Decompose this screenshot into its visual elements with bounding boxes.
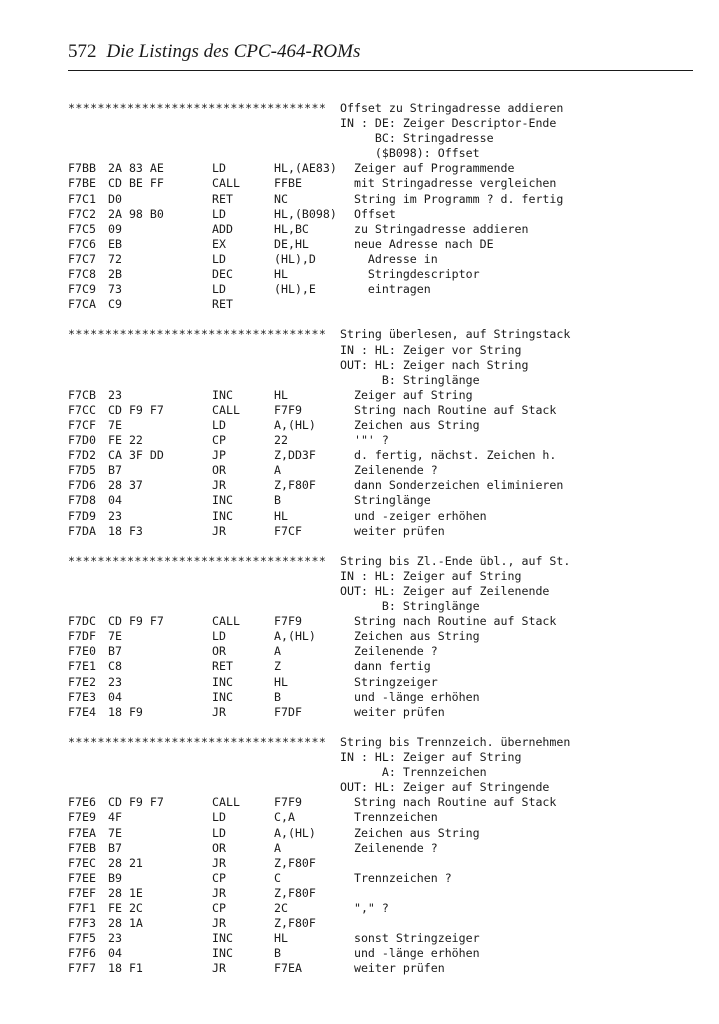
address: F7CB xyxy=(68,387,96,402)
opcode-bytes: 7E xyxy=(108,629,122,644)
line-comment: weiter prüfen xyxy=(340,961,445,976)
line-comment: Zeichen aus String xyxy=(340,825,480,840)
operand: HL,BC xyxy=(274,221,309,236)
header-rule xyxy=(68,70,693,71)
code-line xyxy=(68,433,708,448)
section-comment: OUT: HL: Zeiger nach String xyxy=(340,357,529,372)
address: F7E4 xyxy=(68,704,96,719)
mnemonic: ADD xyxy=(212,221,233,236)
mnemonic: LD xyxy=(212,251,226,266)
address: F7BB xyxy=(68,161,96,176)
mnemonic: INC xyxy=(212,931,233,946)
code-line xyxy=(68,675,708,690)
mnemonic: JR xyxy=(212,885,226,900)
opcode-bytes: 28 1E xyxy=(108,885,143,900)
address: F7EE xyxy=(68,870,96,885)
line-comment: Offset xyxy=(340,206,396,221)
line-comment: Zeiger auf Programmende xyxy=(340,161,515,176)
mnemonic: OR xyxy=(212,840,226,855)
section-comment: BC: Stringadresse xyxy=(340,131,494,146)
line-comment: Zeilenende ? xyxy=(340,463,438,478)
code-line xyxy=(68,901,708,916)
operand: C xyxy=(274,870,281,885)
line-comment: neue Adresse nach DE xyxy=(340,236,494,251)
mnemonic: CP xyxy=(212,870,226,885)
section-header-line xyxy=(68,131,708,146)
mnemonic: LD xyxy=(212,825,226,840)
code-line xyxy=(68,690,708,705)
operand: B xyxy=(274,689,281,704)
opcode-bytes: CD BE FF xyxy=(108,176,164,191)
address: F7E1 xyxy=(68,659,96,674)
section-comment: Offset zu Stringadresse addieren xyxy=(340,101,564,115)
operand: HL xyxy=(274,674,288,689)
opcode-bytes: 72 xyxy=(108,251,122,266)
code-line xyxy=(68,524,708,539)
mnemonic: RET xyxy=(212,297,233,312)
separator-stars: *********************************** xyxy=(68,101,327,115)
code-line xyxy=(68,659,708,674)
listing-section xyxy=(68,554,708,735)
code-line xyxy=(68,237,708,252)
opcode-bytes: EB xyxy=(108,236,122,251)
operand: Z,F80F xyxy=(274,478,316,493)
mnemonic: OR xyxy=(212,644,226,659)
code-line xyxy=(68,207,708,222)
mnemonic: RET xyxy=(212,191,233,206)
address: F7F6 xyxy=(68,946,96,961)
opcode-bytes: CD F9 F7 xyxy=(108,402,164,417)
opcode-bytes: C9 xyxy=(108,297,122,312)
line-comment: String nach Routine auf Stack xyxy=(340,614,557,629)
address: F7F7 xyxy=(68,961,96,976)
address: F7C6 xyxy=(68,236,96,251)
mnemonic: RET xyxy=(212,659,233,674)
code-line xyxy=(68,267,708,282)
mnemonic: JR xyxy=(212,704,226,719)
section-header-line xyxy=(68,735,708,750)
line-comment: String nach Routine auf Stack xyxy=(340,402,557,417)
address: F7F1 xyxy=(68,900,96,915)
code-line xyxy=(68,871,708,886)
operand: FFBE xyxy=(274,176,302,191)
code-line xyxy=(68,705,708,720)
opcode-bytes: 04 xyxy=(108,689,122,704)
operand: A,(HL) xyxy=(274,417,316,432)
line-comment: d. fertig, nächst. Zeichen h. xyxy=(340,448,557,463)
opcode-bytes: 2A 83 AE xyxy=(108,161,164,176)
section-header-line xyxy=(68,358,708,373)
opcode-bytes: 23 xyxy=(108,674,122,689)
code-line xyxy=(68,176,708,191)
mnemonic: CP xyxy=(212,900,226,915)
address: F7D8 xyxy=(68,493,96,508)
mnemonic: CALL xyxy=(212,614,240,629)
mnemonic: LD xyxy=(212,282,226,297)
code-line xyxy=(68,252,708,267)
mnemonic: INC xyxy=(212,508,233,523)
opcode-bytes: B9 xyxy=(108,870,122,885)
opcode-bytes: 4F xyxy=(108,810,122,825)
operand: Z,F80F xyxy=(274,916,316,931)
mnemonic: JR xyxy=(212,961,226,976)
mnemonic: INC xyxy=(212,493,233,508)
operand: B xyxy=(274,493,281,508)
code-line xyxy=(68,614,708,629)
code-line xyxy=(68,282,708,297)
section-comment: OUT: HL: Zeiger auf Stringende xyxy=(340,780,550,795)
operand: Z xyxy=(274,659,281,674)
code-line xyxy=(68,916,708,931)
opcode-bytes: C8 xyxy=(108,659,122,674)
line-comment: "," ? xyxy=(340,900,389,915)
address: F7C9 xyxy=(68,282,96,297)
operand: HL,(B098) xyxy=(274,206,337,221)
address: F7C5 xyxy=(68,221,96,236)
address: F7D9 xyxy=(68,508,96,523)
mnemonic: LD xyxy=(212,810,226,825)
address: F7EF xyxy=(68,885,96,900)
opcode-bytes: CD F9 F7 xyxy=(108,614,164,629)
address: F7DC xyxy=(68,614,96,629)
mnemonic: JR xyxy=(212,523,226,538)
line-comment: Stringlänge xyxy=(340,493,431,508)
operand: Z,DD3F xyxy=(274,448,316,463)
address: F7EA xyxy=(68,825,96,840)
operand: A,(HL) xyxy=(274,825,316,840)
mnemonic: LD xyxy=(212,417,226,432)
listing-section xyxy=(68,327,708,553)
section-header-line xyxy=(68,554,708,569)
operand: HL,(AE83) xyxy=(274,161,337,176)
line-comment: Adresse in xyxy=(340,251,438,266)
address: F7CA xyxy=(68,297,96,312)
mnemonic: CP xyxy=(212,433,226,448)
opcode-bytes: 23 xyxy=(108,931,122,946)
section-spacer xyxy=(68,720,708,735)
address: F7F3 xyxy=(68,916,96,931)
line-comment: Zeichen aus String xyxy=(340,629,480,644)
address: F7C1 xyxy=(68,191,96,206)
assembly-listing xyxy=(68,101,708,976)
line-comment: eintragen xyxy=(340,282,431,297)
operand: 22 xyxy=(274,433,288,448)
opcode-bytes: 7E xyxy=(108,825,122,840)
address: F7E6 xyxy=(68,795,96,810)
address: F7E9 xyxy=(68,810,96,825)
code-line xyxy=(68,826,708,841)
address: F7CC xyxy=(68,402,96,417)
operand: Z,F80F xyxy=(274,885,316,900)
opcode-bytes: 18 F1 xyxy=(108,961,143,976)
section-comment: IN : DE: Zeiger Descriptor-Ende xyxy=(340,116,557,131)
section-comment: OUT: HL: Zeiger auf Zeilenende xyxy=(340,584,550,598)
section-header-line xyxy=(68,101,708,116)
operand: DE,HL xyxy=(274,236,309,251)
operand: NC xyxy=(274,191,288,206)
code-line xyxy=(68,478,708,493)
line-comment: Trennzeichen xyxy=(340,810,438,825)
address: F7D6 xyxy=(68,478,96,493)
operand: A,(HL) xyxy=(274,629,316,644)
section-header-line xyxy=(68,373,708,388)
section-header-line xyxy=(68,327,708,342)
line-comment: dann fertig xyxy=(340,659,431,674)
address: F7D0 xyxy=(68,433,96,448)
mnemonic: OR xyxy=(212,463,226,478)
mnemonic: JR xyxy=(212,916,226,931)
opcode-bytes: 2A 98 B0 xyxy=(108,206,164,221)
operand: HL xyxy=(274,508,288,523)
section-header-line xyxy=(68,343,708,358)
code-line xyxy=(68,509,708,524)
opcode-bytes: 23 xyxy=(108,508,122,523)
code-line xyxy=(68,463,708,478)
section-comment: A: Trennzeichen xyxy=(340,765,487,780)
operand: (HL),D xyxy=(274,251,316,266)
code-line xyxy=(68,795,708,810)
opcode-bytes: 28 21 xyxy=(108,855,143,870)
opcode-bytes: 18 F3 xyxy=(108,523,143,538)
opcode-bytes: 73 xyxy=(108,282,122,297)
mnemonic: CALL xyxy=(212,402,240,417)
operand: HL xyxy=(274,387,288,402)
opcode-bytes: CA 3F DD xyxy=(108,448,164,463)
operand: Z,F80F xyxy=(274,855,316,870)
section-comment: B: Stringlänge xyxy=(340,372,480,387)
line-comment: und -zeiger erhöhen xyxy=(340,508,487,523)
code-line xyxy=(68,931,708,946)
opcode-bytes: 04 xyxy=(108,493,122,508)
opcode-bytes: 7E xyxy=(108,417,122,432)
section-spacer xyxy=(68,312,708,327)
mnemonic: INC xyxy=(212,674,233,689)
code-line xyxy=(68,629,708,644)
address: F7C7 xyxy=(68,251,96,266)
line-comment: dann Sonderzeichen eliminieren xyxy=(340,478,564,493)
code-line xyxy=(68,161,708,176)
opcode-bytes: 28 37 xyxy=(108,478,143,493)
operand: F7F9 xyxy=(274,614,302,629)
opcode-bytes: FE 22 xyxy=(108,433,143,448)
code-line xyxy=(68,493,708,508)
page-title: Die Listings des CPC-464-ROMs xyxy=(106,41,361,62)
mnemonic: JR xyxy=(212,855,226,870)
section-header-line xyxy=(68,584,708,599)
address: F7DA xyxy=(68,523,96,538)
address: F7F5 xyxy=(68,931,96,946)
mnemonic: JP xyxy=(212,448,226,463)
code-line xyxy=(68,961,708,976)
opcode-bytes: 23 xyxy=(108,387,122,402)
listing-section xyxy=(68,735,708,977)
address: F7E0 xyxy=(68,644,96,659)
code-line xyxy=(68,388,708,403)
mnemonic: CALL xyxy=(212,176,240,191)
section-comment: String überlesen, auf Stringstack xyxy=(340,327,571,342)
line-comment: Zeilenende ? xyxy=(340,644,438,659)
section-spacer xyxy=(68,539,708,554)
line-comment: Trennzeichen ? xyxy=(340,870,452,885)
code-line xyxy=(68,297,708,312)
operand: A xyxy=(274,840,281,855)
code-line xyxy=(68,222,708,237)
address: F7DF xyxy=(68,629,96,644)
code-line xyxy=(68,644,708,659)
opcode-bytes: D0 xyxy=(108,191,122,206)
mnemonic: DEC xyxy=(212,267,233,282)
operand: C,A xyxy=(274,810,295,825)
address: F7D5 xyxy=(68,463,96,478)
operand: A xyxy=(274,644,281,659)
mnemonic: CALL xyxy=(212,795,240,810)
section-header-line xyxy=(68,116,708,131)
opcode-bytes: FE 2C xyxy=(108,900,143,915)
address: F7D2 xyxy=(68,448,96,463)
section-comment: String bis Zl.-Ende übl., auf St. xyxy=(340,553,571,568)
operand: HL xyxy=(274,267,288,282)
opcode-bytes: 28 1A xyxy=(108,916,143,931)
section-comment: IN : HL: Zeiger auf String xyxy=(340,568,522,583)
separator-stars: *********************************** xyxy=(68,553,327,568)
address: F7BE xyxy=(68,176,96,191)
operand: A xyxy=(274,463,281,478)
line-comment: weiter prüfen xyxy=(340,704,445,719)
address: F7CF xyxy=(68,417,96,432)
opcode-bytes: 18 F9 xyxy=(108,704,143,719)
address: F7C2 xyxy=(68,206,96,221)
section-header-line xyxy=(68,750,708,765)
line-comment: Zeiger auf String xyxy=(340,387,473,402)
opcode-bytes: 2B xyxy=(108,267,122,282)
opcode-bytes: B7 xyxy=(108,644,122,659)
operand: B xyxy=(274,946,281,961)
line-comment: zu Stringadresse addieren xyxy=(340,221,529,236)
code-line xyxy=(68,448,708,463)
separator-stars: *********************************** xyxy=(68,734,327,749)
section-comment: IN : HL: Zeiger vor String xyxy=(340,342,522,357)
operand: 2C xyxy=(274,900,288,915)
operand: F7F9 xyxy=(274,402,302,417)
code-line xyxy=(68,946,708,961)
address: F7EB xyxy=(68,840,96,855)
separator-stars: *********************************** xyxy=(68,327,327,342)
operand: F7DF xyxy=(274,704,302,719)
mnemonic: INC xyxy=(212,387,233,402)
section-header-line xyxy=(68,780,708,795)
section-comment: ($B098): Offset xyxy=(340,146,480,161)
line-comment: Zeichen aus String xyxy=(340,417,480,432)
opcode-bytes: B7 xyxy=(108,463,122,478)
address: F7E3 xyxy=(68,689,96,704)
listing-section xyxy=(68,101,708,327)
section-comment: IN : HL: Zeiger auf String xyxy=(340,750,522,765)
line-comment: Stringdescriptor xyxy=(340,267,480,282)
line-comment: mit Stringadresse vergleichen xyxy=(340,176,557,191)
line-comment: sonst Stringzeiger xyxy=(340,931,480,946)
code-line xyxy=(68,418,708,433)
line-comment: String im Programm ? d. fertig xyxy=(340,191,564,206)
code-line xyxy=(68,856,708,871)
mnemonic: LD xyxy=(212,629,226,644)
operand: F7CF xyxy=(274,523,302,538)
opcode-bytes: 09 xyxy=(108,221,122,236)
section-header-line xyxy=(68,569,708,584)
line-comment: und -länge erhöhen xyxy=(340,946,480,961)
code-line xyxy=(68,841,708,856)
mnemonic: LD xyxy=(212,161,226,176)
mnemonic: JR xyxy=(212,478,226,493)
line-comment: '"' ? xyxy=(340,433,389,448)
code-line xyxy=(68,886,708,901)
section-header-line xyxy=(68,146,708,161)
code-line xyxy=(68,192,708,207)
page-number: 572 xyxy=(68,41,97,62)
line-comment: String nach Routine auf Stack xyxy=(340,795,557,810)
operand: F7EA xyxy=(274,961,302,976)
opcode-bytes: CD F9 F7 xyxy=(108,795,164,810)
operand: (HL),E xyxy=(274,282,316,297)
line-comment: Zeilenende ? xyxy=(340,840,438,855)
address: F7EC xyxy=(68,855,96,870)
section-comment: B: Stringlänge xyxy=(340,599,480,614)
section-comment: String bis Trennzeich. übernehmen xyxy=(340,734,571,749)
page-header xyxy=(68,40,693,64)
opcode-bytes: B7 xyxy=(108,840,122,855)
section-header-line xyxy=(68,599,708,614)
operand: HL xyxy=(274,931,288,946)
address: F7C8 xyxy=(68,267,96,282)
mnemonic: INC xyxy=(212,946,233,961)
line-comment: Stringzeiger xyxy=(340,674,438,689)
operand: F7F9 xyxy=(274,795,302,810)
code-line xyxy=(68,810,708,825)
section-header-line xyxy=(68,765,708,780)
mnemonic: EX xyxy=(212,236,226,251)
opcode-bytes: 04 xyxy=(108,946,122,961)
line-comment: weiter prüfen xyxy=(340,523,445,538)
mnemonic: INC xyxy=(212,689,233,704)
line-comment: und -länge erhöhen xyxy=(340,689,480,704)
address: F7E2 xyxy=(68,674,96,689)
code-line xyxy=(68,403,708,418)
mnemonic: LD xyxy=(212,206,226,221)
